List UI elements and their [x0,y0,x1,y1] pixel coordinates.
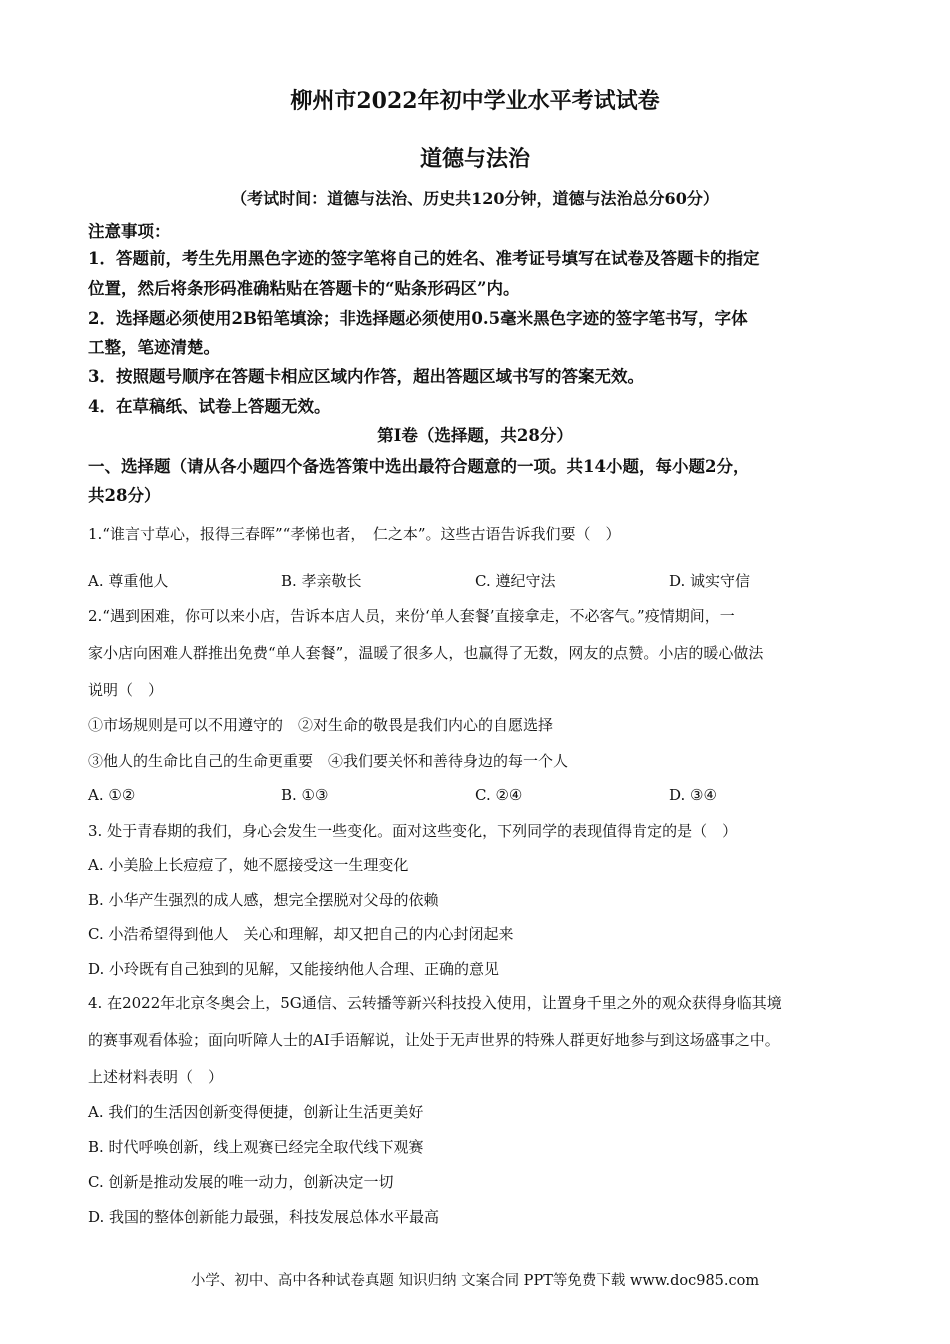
question-4-stem: 上述材料表明（ ） [88,1068,224,1086]
question-4-option-d: D. 我国的整体创新能力最强，科技发展总体水平最高 [88,1208,440,1226]
question-3-option-c: C. 小浩希望得到他人 关心和理解，却又把自己的内心封闭起来 [88,925,514,943]
question-1-option-c: C. 遵纪守法 [475,572,556,590]
section-instruction: 一、选择题（请从各小题四个备选答策中选出最符合题意的一项。共14小题，每小题2分， [88,457,750,476]
question-3-option-d: D. 小玲既有自己独到的见解，又能接纳他人合理、正确的意见 [88,960,500,978]
question-2-stem: 家小店向困难人群推出免费“单人套餐”，温暖了很多人，也赢得了无数，网友的点赞。小店的暖心做法 [88,644,764,662]
question-1-option-a: A. 尊重他人 [88,572,169,590]
notice-line: 2．选择题必须使用2B铅笔填涂；非选择题必须使用0.5毫米黑色字迹的签字笔书写，字体 [88,309,748,328]
question-2-statement: ③他人的生命比自己的生命更重要 ④我们要关怀和善待身边的每一个人 [88,752,569,770]
question-2-stem: 说明（ ） [88,681,164,699]
notice-heading: 注意事项： [88,222,171,241]
exam-time-note: （考试时间：道德与法治、历史共120分钟，道德与法治总分60分） [231,189,719,208]
question-4-stem: 4. 在2022年北京冬奥会上，5G通信、云转播等新兴科技投入使用，让置身千里之外的观众获得身临其境 [88,994,782,1012]
question-2-option-a: A. ①② [88,786,136,804]
section-instruction: 共28分） [88,486,161,505]
question-4-stem: 的赛事观看体验；面向听障人士的AI手语解说，让处于无声世界的特殊人群更好地参与到这场盛事之中。 [88,1031,780,1049]
subject-title: 道德与法治 [419,146,530,172]
part1-heading: 第Ⅰ卷（选择题，共28分） [377,426,573,445]
question-2-option-d: D. ③④ [669,786,717,804]
notice-line: 1．答题前，考生先用黑色字迹的签字笔将自己的姓名、准考证号填写在试卷及答题卡的指定 [88,249,760,268]
notice-line: 位置，然后将条形码准确粘贴在答题卡的“贴条形码区”内。 [88,279,520,298]
exam-title: 柳州市2022年初中学业水平考试试卷 [290,88,660,114]
notice-line: 工整，笔迹清楚。 [88,338,220,357]
question-1-stem: 1.“谁言寸草心，报得三春晖”“孝悌也者， 仁之本”。这些古语告诉我们要（ ） [88,525,621,543]
question-4-option-b: B. 时代呼唤创新，线上观赛已经完全取代线下观赛 [88,1138,424,1156]
question-2-statement: ①市场规则是可以不用遵守的 ②对生命的敬畏是我们内心的自愿选择 [88,716,554,734]
question-4-option-a: A. 我们的生活因创新变得便捷，创新让生活更美好 [88,1103,424,1121]
question-2-option-b: B. ①③ [281,786,329,804]
page-footer: 小学、初中、高中各种试卷真题 知识归纳 文案合同 PPT等免费下载 www.doc985.com [190,1273,760,1289]
question-4-option-c: C. 创新是推动发展的唯一动力，创新决定一切 [88,1173,394,1191]
question-3-option-b: B. 小华产生强烈的成人感，想完全摆脱对父母的依赖 [88,891,439,909]
question-1-option-d: D. 诚实守信 [669,572,751,590]
notice-line: 4．在草稿纸、试卷上答题无效。 [88,397,331,416]
question-3-option-a: A. 小美脸上长痘痘了，她不愿接受这一生理变化 [88,856,409,874]
notice-line: 3．按照题号顺序在答题卡相应区域内作答，超出答题区域书写的答案无效。 [88,367,644,386]
question-2-stem: 2.“遇到困难，你可以来小店，告诉本店人员，来份‘单人套餐’直接拿走，不必客气。”疫情期间，一 [88,607,735,625]
question-1-option-b: B. 孝亲敬长 [281,572,362,590]
question-2-option-c: C. ②④ [475,786,523,804]
question-3-stem: 3. 处于青春期的我们，身心会发生一些变化。面对这些变化，下列同学的表现值得肯定的是（ ） [88,822,738,840]
